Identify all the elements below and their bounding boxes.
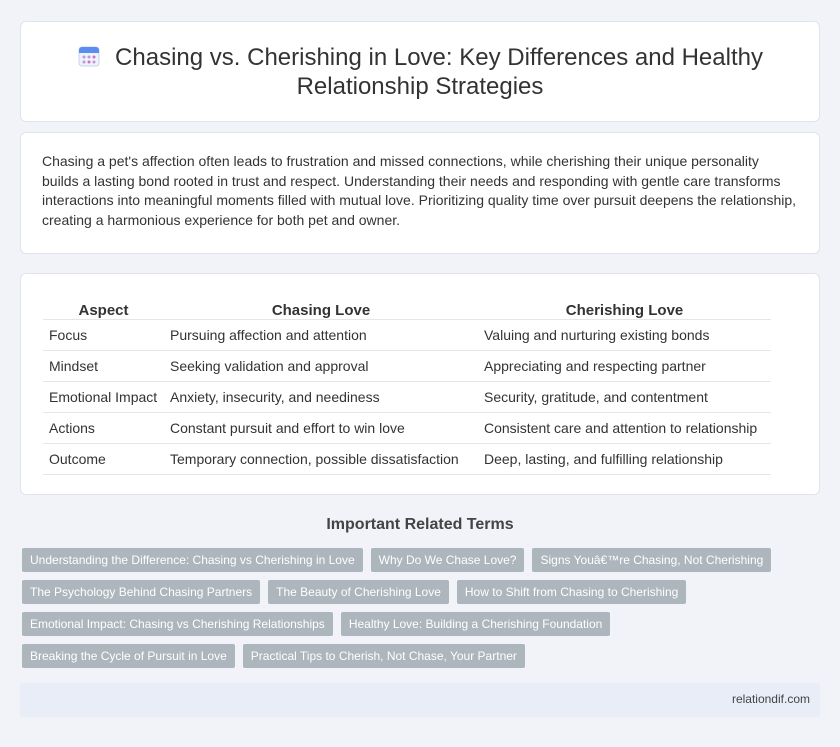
table-cell-aspect: Emotional Impact <box>43 381 164 412</box>
related-term-tag[interactable]: Signs Youâ€™re Chasing, Not Cherishing <box>532 548 771 572</box>
page-title-text: Chasing vs. Cherishing in Love: Key Differences and Healthy Relationship Strategies <box>115 43 763 100</box>
tag-row <box>22 580 812 604</box>
related-term-tag[interactable]: Emotional Impact: Chasing vs Cherishing Relationships <box>22 612 333 636</box>
comparison-table-card <box>20 273 820 495</box>
table-cell-chasing: Pursuing affection and attention <box>164 319 478 350</box>
table-row <box>43 350 771 381</box>
related-term-tag[interactable]: The Beauty of Cherishing Love <box>268 580 449 604</box>
table-cell-aspect: Outcome <box>43 443 164 474</box>
table-cell-chasing: Anxiety, insecurity, and neediness <box>164 381 478 412</box>
comparison-table <box>43 296 771 475</box>
table-cell-aspect: Mindset <box>43 350 164 381</box>
table-cell-cherishing: Consistent care and attention to relationship <box>478 412 771 443</box>
related-term-tag[interactable]: Understanding the Difference: Chasing vs Cherishing in Love <box>22 548 363 572</box>
table-cell-chasing: Seeking validation and approval <box>164 350 478 381</box>
table-cell-chasing: Constant pursuit and effort to win love <box>164 412 478 443</box>
column-header-cherishing: Cherishing Love <box>565 301 684 319</box>
footer-site-name: relationdif.com <box>731 692 810 706</box>
footer-bar <box>20 683 820 717</box>
column-header-chasing: Chasing Love <box>271 301 371 319</box>
table-cell-cherishing: Valuing and nurturing existing bonds <box>478 319 771 350</box>
related-term-tag[interactable]: The Psychology Behind Chasing Partners <box>22 580 260 604</box>
related-term-tag[interactable]: How to Shift from Chasing to Cherishing <box>457 580 686 604</box>
table-cell-cherishing: Security, gratitude, and contentment <box>478 381 771 412</box>
related-term-tag[interactable]: Practical Tips to Cherish, Not Chase, Your Partner <box>243 644 525 668</box>
related-terms-heading: Important Related Terms <box>326 516 514 533</box>
table-cell-chasing: Temporary connection, possible dissatisfaction <box>164 443 478 474</box>
calendar-icon <box>77 44 101 68</box>
table-row <box>43 443 771 474</box>
tag-row <box>22 612 812 636</box>
related-term-tag[interactable]: Healthy Love: Building a Cherishing Foundation <box>341 612 611 636</box>
tag-row <box>22 548 812 572</box>
tag-row <box>22 644 812 668</box>
table-cell-aspect: Actions <box>43 412 164 443</box>
intro-paragraph: Chasing a pet's affection often leads to frustration and missed connections, while cherishing their unique personality builds a lasting bond rooted in trust and respect. Understanding their needs and responding with gentle care transforms interactions into meaningful moments filled with mutual love. Prioritizing quality time over pursuit deepens the relationship, creating a harmonious experience for both pet and owner. <box>42 153 797 228</box>
header-card <box>20 21 820 122</box>
related-term-tag[interactable]: Breaking the Cycle of Pursuit in Love <box>22 644 235 668</box>
table-cell-cherishing: Deep, lasting, and fulfilling relationship <box>478 443 771 474</box>
related-terms-list <box>22 548 812 676</box>
table-header-row <box>43 296 771 319</box>
table-row <box>43 381 771 412</box>
page-title <box>61 43 779 101</box>
table-row <box>43 319 771 350</box>
column-header-aspect: Aspect <box>78 301 129 319</box>
table-cell-cherishing: Appreciating and respecting partner <box>478 350 771 381</box>
table-cell-aspect: Focus <box>43 319 164 350</box>
table-row <box>43 412 771 443</box>
intro-card <box>20 132 820 254</box>
related-term-tag[interactable]: Why Do We Chase Love? <box>371 548 525 572</box>
